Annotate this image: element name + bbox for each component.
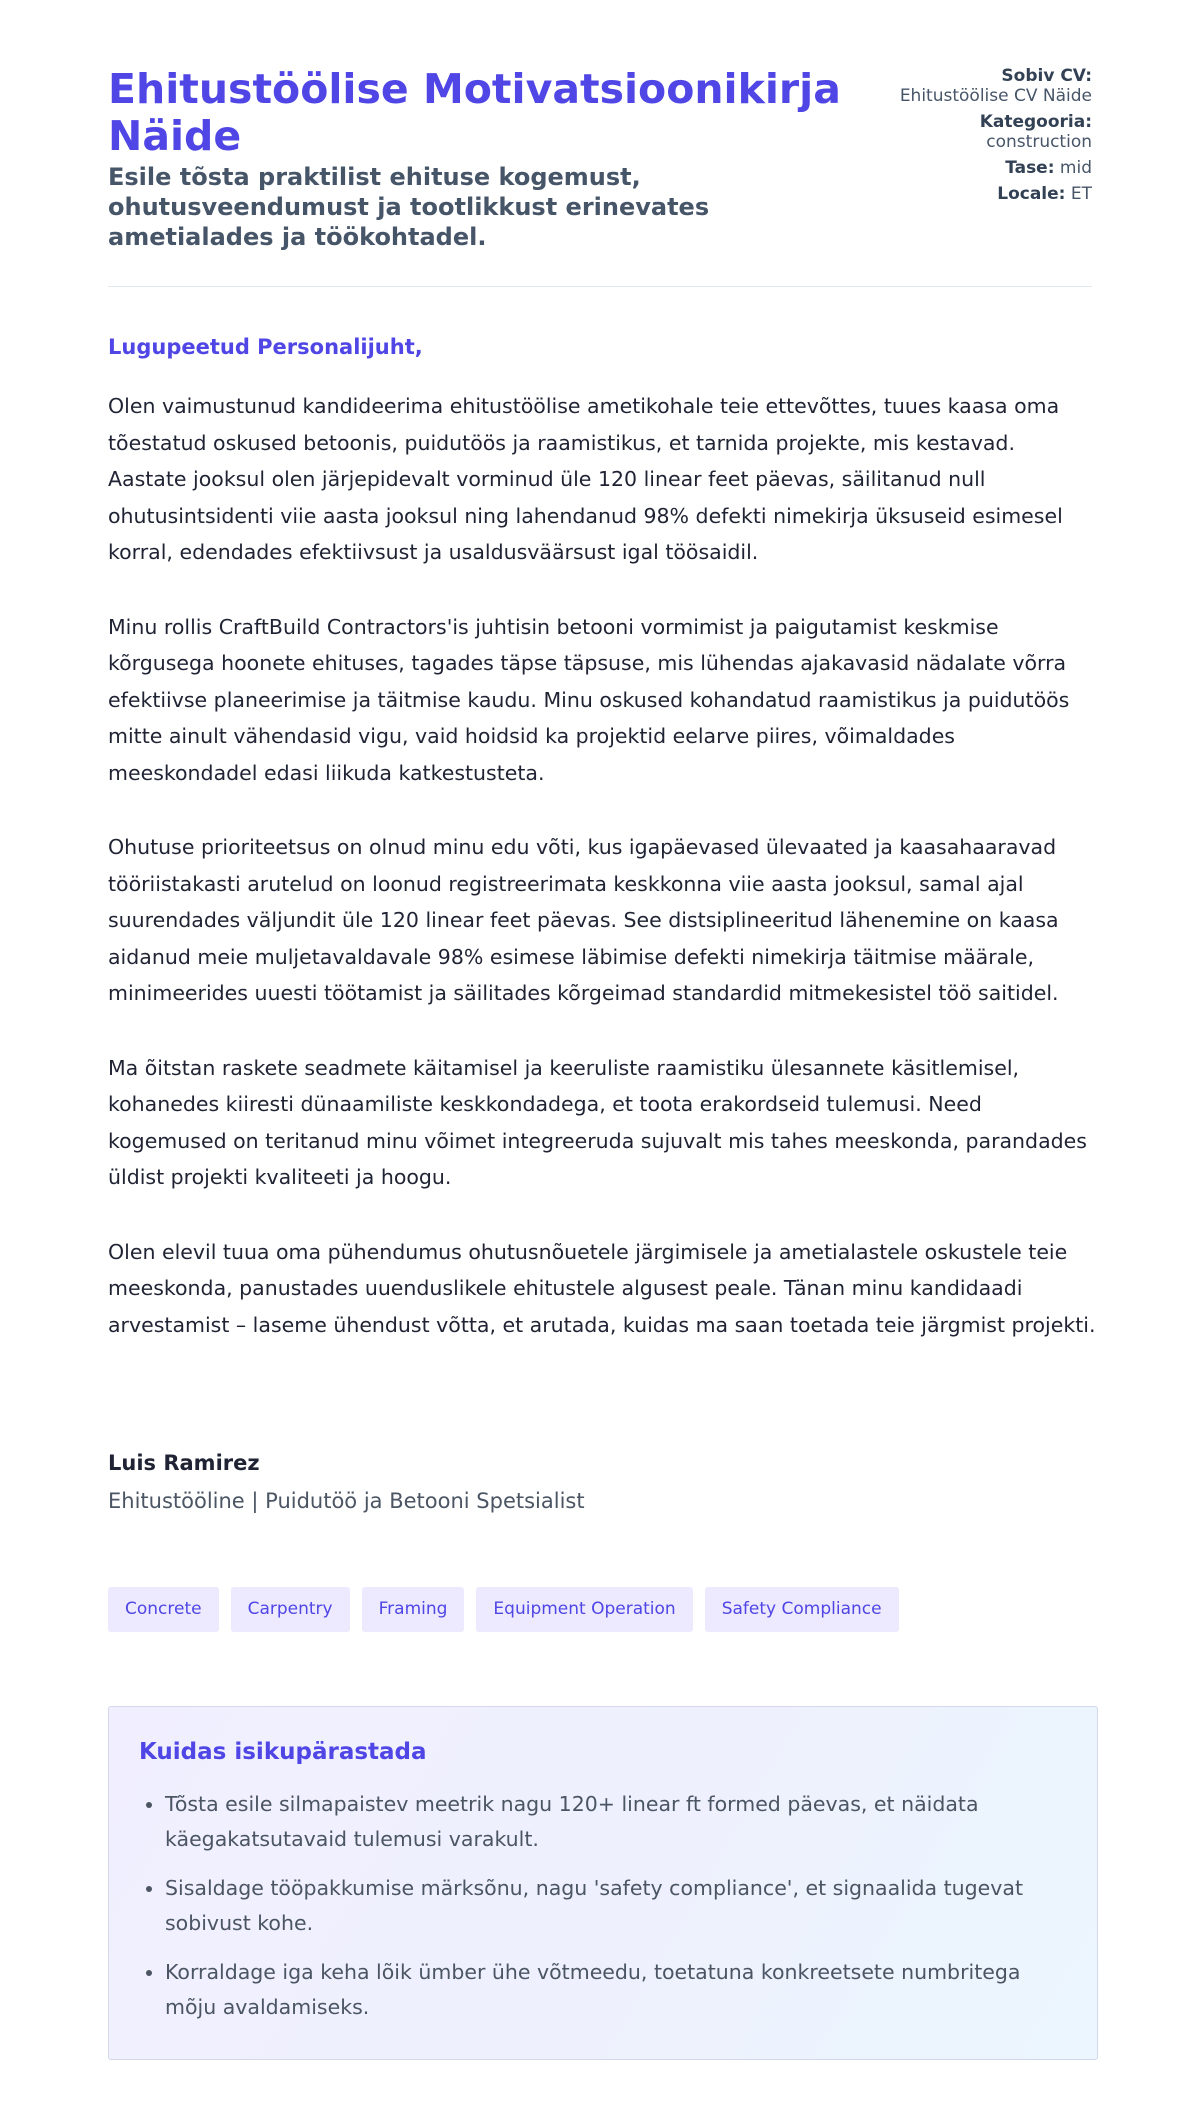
letter-paragraph: Olen elevil tuua oma pühendumus ohutusnõuetele järgimisele ja ametialastele oskustele teie meeskonda, panustades uuenduslikele ehitustele algusest peale. Tänan minu kandidaadi arvestamist – laseme ühendust võtta, et arutada, kuidas ma saan toetada teie järgmist projekti. (108, 1239, 1096, 1337)
skill-tag: Concrete (108, 1587, 219, 1632)
meta-cv-value: Ehitustöölise CV Näide (899, 86, 1092, 106)
tips-item: • Sisaldage tööpakkumise märksõnu, nagu 'safety compliance', et signaalida tugevat sobivust kohe. (165, 1871, 1067, 1941)
meta-category-label: Kategooria: (979, 112, 1092, 132)
letter-paragraph: Ma õitstan raskete seadmete käitamisel ja keeruliste raamistiku ülesannete käsitlemisel, kohanedes kiiresti dünaamiliste keskkondadega, et toota erakordseid tulemusi. Need kogemused on teritanud minu võimet integreeruda sujuvalt mis tahes meeskonda, parandades üldist projekti kvaliteeti ja hoogu. (108, 1055, 1087, 1189)
letter-paragraph: Minu rollis CraftBuild Contractors'is juhtisin betooni vormimist ja paigutamist keskmise kõrgusega hoonete ehituses, tagades täpse täpsuse, mis lühendas ajakavasid nädalate võrra efektiivse planeerimise ja täitmise kaudu. Minu oskused kohandatud raamistikus ja puidutöös mitte ainult vähendasid vigu, vaid hoidsid ka projektid eelarve piires, võimaldades meeskondadel edasi liikuda katkestusteta. (108, 614, 1070, 785)
tips-box (108, 1706, 1098, 2060)
tips-item: • Tõsta esile silmapaistev meetrik nagu 120+ linear ft formed päevas, et näidata käegakatsutavaid tulemusi varakult. (165, 1787, 1067, 1857)
skill-tags (108, 1587, 899, 1632)
tips-title: Kuidas isikupärastada (139, 1739, 427, 1765)
meta-locale (892, 184, 1092, 204)
salutation: Lugupeetud Personalijuht, (108, 335, 423, 359)
meta-category (892, 112, 1092, 152)
header (108, 66, 1092, 286)
page-subtitle: Esile tõsta praktilist ehituse kogemust, ohutusveendumust ja tootlikkust erinevates ametialades ja töökohtadel. (108, 163, 710, 251)
skill-tag: Safety Compliance (705, 1587, 899, 1632)
tips-item: • Korraldage iga keha lõik ümber ühe võtmeedu, toetatuna konkreetsete numbritega mõju avaldamiseks. (165, 1955, 1067, 2025)
letter-body (108, 388, 1098, 1381)
meta-level-value: mid (1059, 158, 1092, 178)
skill-tag: Framing (362, 1587, 465, 1632)
page-title: Ehitustöölise Motivatsioonikirja Näide (108, 65, 841, 160)
meta-category-value: construction (986, 132, 1092, 152)
header-divider (108, 286, 1092, 287)
signature (108, 1451, 585, 1513)
signature-role: Ehitustööline | Puidutöö ja Betooni Spetsialist (108, 1489, 585, 1513)
letter-paragraph: Olen vaimustunud kandideerima ehitustöölise ametikohale teie ettevõttes, tuues kaasa oma tõestatud oskused betoonis, puidutöös ja raamistikus, et tarnida projekte, mis kestavad. Aastate jooksul olen järjepidevalt vorminud üle 120 linear feet päevas, säilitanud null ohutusintsidenti viie aasta jooksul ning lahendanud 98% defekti nimekirja üksuseid esimesel korral, edendades efektiivsust ja usaldusväärsust igal töösaidil. (108, 394, 1063, 564)
letter-paragraph: Ohutuse prioriteetsus on olnud minu edu võti, kus igapäevased ülevaated ja kaasahaaravad tööriistakasti arutelud on loonud registreerimata keskkonna viie aasta jooksul, samal ajal suurendades väljundit üle 120 linear feet päevas. See distsiplineeritud lähenemine on kaasa aidanud meie muljetavaldavale 98% esimese läbimise defekti nimekirja täitmise määrale, minimeerides uuesti töötamist ja säilitades kõrgeimad standardid mitmekesistel töö saitidel. (108, 835, 1059, 1005)
meta-locale-label: Locale: (997, 184, 1066, 204)
meta-level-label: Tase: (1005, 158, 1055, 178)
meta-cv (892, 66, 1092, 106)
skill-tag: Equipment Operation (476, 1587, 692, 1632)
meta-level (892, 158, 1092, 178)
signature-name: Luis Ramirez (108, 1451, 260, 1475)
meta-panel (892, 66, 1092, 210)
meta-locale-value: ET (1070, 184, 1092, 204)
skill-tag: Carpentry (231, 1587, 350, 1632)
meta-cv-label: Sobiv CV: (1001, 66, 1092, 86)
tips-list (139, 1787, 1067, 2025)
